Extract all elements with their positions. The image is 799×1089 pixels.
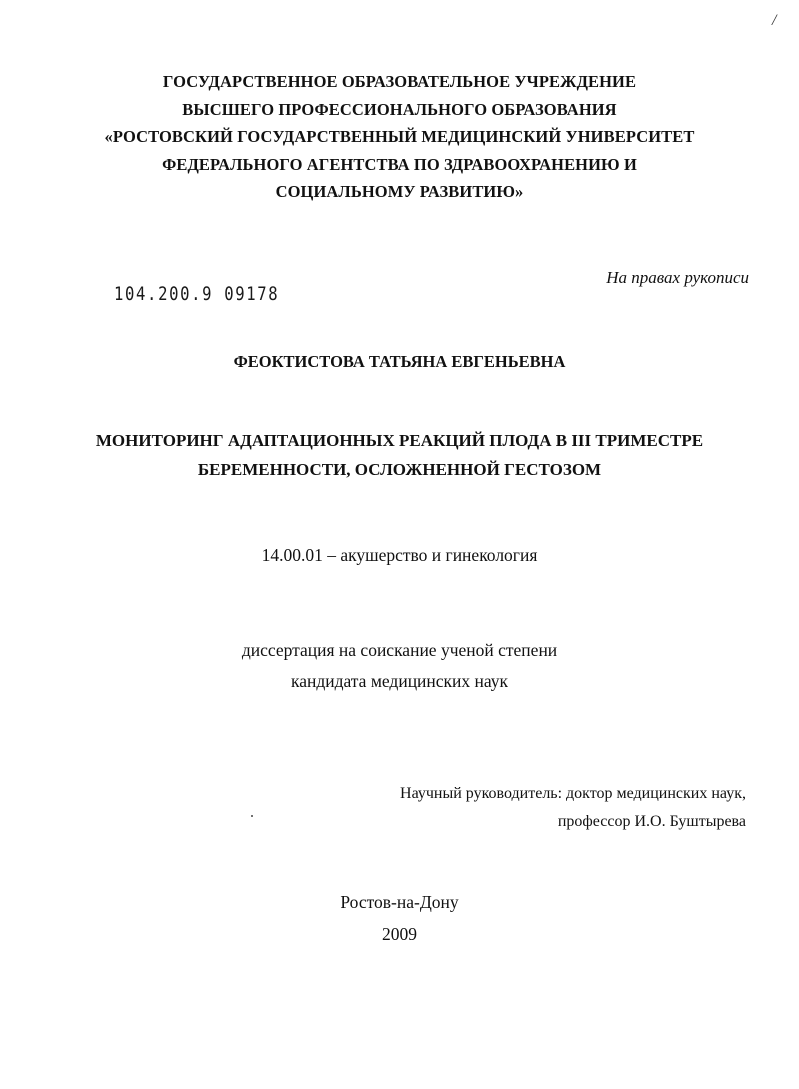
title-line-2: БЕРЕМЕННОСТИ, ОСЛОЖНЕННОЙ ГЕСТОЗОМ (197, 460, 602, 479)
supervisor-line-1: Научный руководитель: доктор медицинских наук, (400, 785, 746, 802)
institution-line-4: ФЕДЕРАЛЬНОГО АГЕНТСТВА ПО ЗДРАВООХРАНЕНИЮ И (162, 155, 637, 174)
corner-mark: / (772, 12, 777, 29)
supervisor-line-2: профессор И.О. Буштырева (557, 813, 746, 830)
year: 2009 (382, 924, 417, 944)
institution-line-5: СОЦИАЛЬНОМУ РАЗВИТИЮ» (275, 182, 524, 201)
institution-line-1: ГОСУДАРСТВЕННОЕ ОБРАЗОВАТЕЛЬНОЕ УЧРЕЖДЕНИЕ (162, 72, 637, 91)
degree-line-1: диссертация на соискание ученой степени (241, 640, 558, 660)
scan-speck (251, 815, 253, 817)
specialty: 14.00.01 – акушерство и гинекология (261, 545, 538, 565)
author-name: ФЕОКТИСТОВА ТАТЬЯНА ЕВГЕНЬЕВНА (233, 352, 566, 371)
rights-note: На правах рукописи (606, 268, 749, 287)
institution-line-3: «РОСТОВСКИЙ ГОСУДАРСТВЕННЫЙ МЕДИЦИНСКИЙ УНИВЕРСИТЕТ (104, 127, 695, 146)
degree-line-2: кандидата медицинских наук (290, 671, 509, 691)
title-line-1: МОНИТОРИНГ АДАПТАЦИОННЫХ РЕАКЦИЙ ПЛОДА В III ТРИМЕСТРЕ (95, 431, 704, 450)
institution-line-2: ВЫСШЕГО ПРОФЕССИОНАЛЬНОГО ОБРАЗОВАНИЯ (182, 100, 617, 119)
city: Ростов-на-Дону (340, 892, 459, 912)
archive-stamp-code: 104.200.9 09178 (114, 283, 280, 305)
